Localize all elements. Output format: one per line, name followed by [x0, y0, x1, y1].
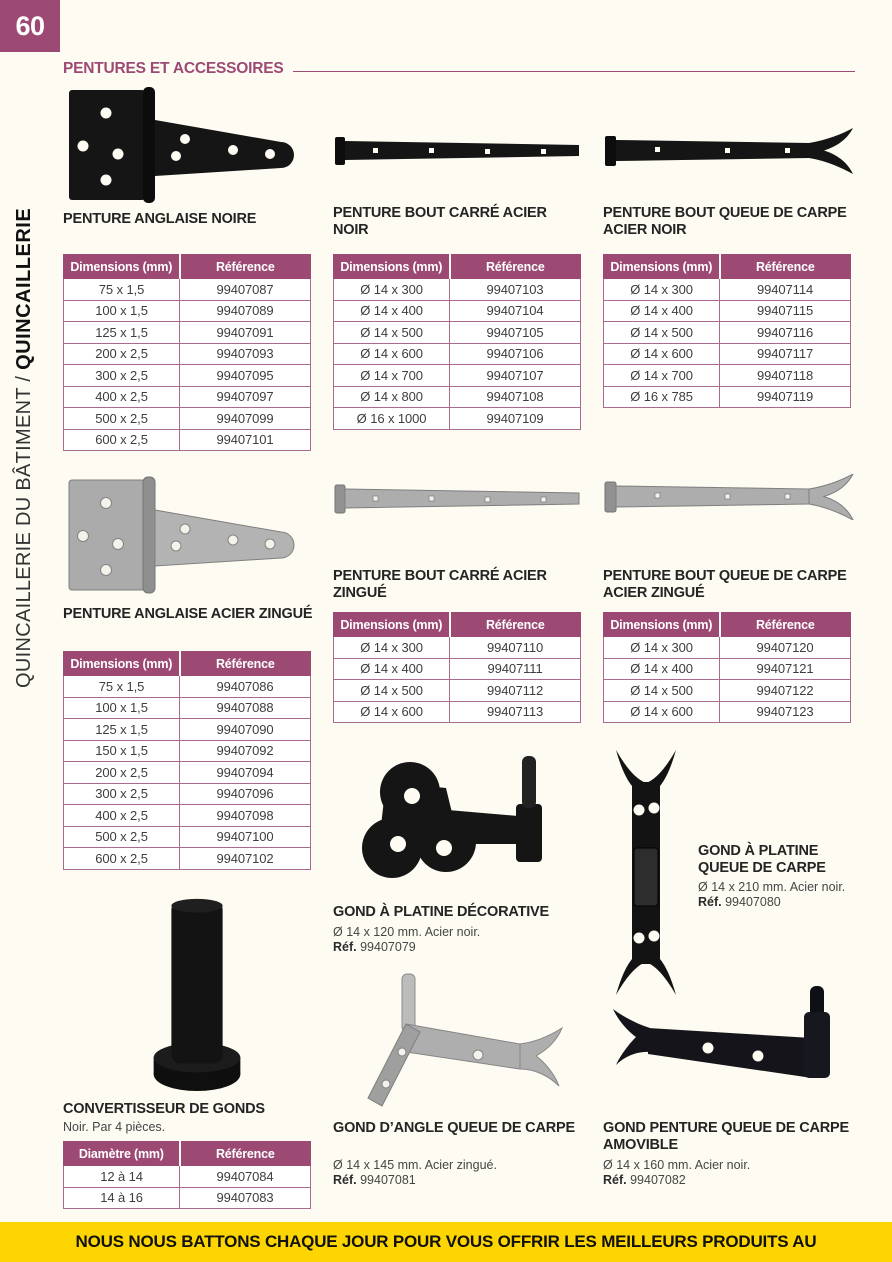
- table-cell: 99407092: [180, 740, 311, 762]
- vertical-fishtail-plate-black-icon: [608, 750, 684, 995]
- penture-anglaise-zingue-image: [63, 468, 315, 604]
- col-reference: Référence: [450, 255, 581, 279]
- product-desc: Ø 14 x 145 mm. Acier zingué.: [333, 1158, 497, 1172]
- col-diameter: Diamètre (mm): [64, 1142, 180, 1166]
- table-cell: Ø 14 x 300: [334, 637, 450, 659]
- table-cell: 75 x 1,5: [64, 676, 180, 698]
- table-cell: 12 à 14: [64, 1166, 180, 1188]
- col-dimensions: Dimensions (mm): [604, 613, 720, 637]
- table-cell: 99407120: [720, 637, 851, 659]
- penture-bout-carre-zingue-image: [333, 481, 581, 517]
- product-table-penture-anglaise-noire: [63, 254, 311, 451]
- table-cell: 99407108: [450, 386, 581, 408]
- penture-anglaise-noire-image: [63, 86, 315, 206]
- col-reference: Référence: [720, 613, 851, 637]
- table-cell: Ø 14 x 400: [604, 658, 720, 680]
- table-cell: Ø 14 x 500: [334, 322, 450, 344]
- table-cell: Ø 14 x 400: [334, 300, 450, 322]
- product-title: PENTURE BOUT CARRÉ ACIER NOIR: [333, 205, 547, 239]
- ref-label: Réf.: [698, 895, 722, 909]
- product-title: CONVERTISSEUR DE GONDS: [63, 1101, 265, 1117]
- table-row: [604, 279, 851, 301]
- product-subtitle: Noir. Par 4 pièces.: [63, 1120, 166, 1134]
- gond-converter-cylinder-icon: [150, 893, 245, 1095]
- ref-value: 99407081: [360, 1173, 416, 1187]
- table-cell: 99407104: [450, 300, 581, 322]
- ref-label: Réf.: [333, 1173, 357, 1187]
- t-hinge-black-icon: [63, 86, 315, 206]
- table-header-row: [334, 255, 581, 279]
- product-table-penture-queue-carpe-noir: [603, 254, 851, 408]
- table-cell: 99407089: [180, 300, 311, 322]
- table-cell: 600 x 2,5: [64, 429, 180, 451]
- table-cell: 99407103: [450, 279, 581, 301]
- table-row: [64, 408, 311, 430]
- col-dimensions: Dimensions (mm): [64, 255, 180, 279]
- removable-gond-black-icon: [610, 980, 850, 1108]
- table-header-row: [604, 255, 851, 279]
- ref-value: 99407080: [725, 895, 781, 909]
- table-header-row: [64, 1142, 311, 1166]
- table-cell: 99407088: [180, 697, 311, 719]
- product-table-penture-queue-carpe-zingue: [603, 612, 851, 723]
- col-dimensions: Dimensions (mm): [64, 652, 180, 676]
- table-cell: 99407083: [180, 1187, 311, 1209]
- section-title: PENTURES ET ACCESSOIRES: [63, 60, 284, 77]
- table-row: [64, 676, 311, 698]
- product-desc: Ø 14 x 120 mm. Acier noir.: [333, 925, 481, 939]
- table-row: [334, 408, 581, 430]
- col-dimensions: Dimensions (mm): [334, 613, 450, 637]
- table-cell: Ø 14 x 500: [334, 680, 450, 702]
- table-row: [334, 658, 581, 680]
- product-title: GOND PENTURE QUEUE DE CARPE AMOVIBLE: [603, 1120, 849, 1154]
- strap-hinge-black-icon: [333, 133, 581, 169]
- col-reference: Référence: [450, 613, 581, 637]
- product-table-convertisseur-gonds: [63, 1141, 311, 1209]
- table-row: [64, 429, 311, 451]
- table-row: [334, 365, 581, 387]
- table-cell: Ø 14 x 600: [334, 343, 450, 365]
- table-cell: 99407118: [720, 365, 851, 387]
- table-row: [604, 637, 851, 659]
- penture-queue-carpe-noir-image: [603, 128, 855, 174]
- sidebar-vertical-text: [13, 208, 36, 688]
- table-row: [64, 719, 311, 741]
- table-cell: 99407113: [450, 701, 581, 723]
- table-row: [604, 680, 851, 702]
- table-cell: 99407102: [180, 848, 311, 870]
- table-row: [604, 300, 851, 322]
- table-row: [64, 740, 311, 762]
- table-cell: 99407114: [720, 279, 851, 301]
- table-cell: Ø 14 x 300: [334, 279, 450, 301]
- product-title: PENTURE BOUT QUEUE DE CARPE ACIER NOIR: [603, 205, 847, 239]
- table-cell: 99407122: [720, 680, 851, 702]
- footer-banner: [0, 1222, 892, 1262]
- table-cell: 99407112: [450, 680, 581, 702]
- product-desc: Ø 14 x 210 mm. Acier noir.: [698, 880, 846, 894]
- table-row: [64, 1166, 311, 1188]
- table-cell: 99407099: [180, 408, 311, 430]
- table-row: [64, 697, 311, 719]
- footer-banner-text: NOUS NOUS BATTONS CHAQUE JOUR POUR VOUS OFFRIR LES MEILLEURS PRODUITS AU: [75, 1232, 817, 1251]
- table-row: [64, 783, 311, 805]
- product-ref: [603, 1173, 855, 1187]
- table-header-row: [334, 613, 581, 637]
- product-title: GOND À PLATINE QUEUE DE CARPE: [698, 843, 826, 877]
- product-desc: Ø 14 x 160 mm. Acier noir.: [603, 1158, 751, 1172]
- table-row: [64, 1187, 311, 1209]
- product-table-penture-anglaise-zingue: [63, 651, 311, 870]
- fishtail-strap-black-icon: [603, 128, 855, 174]
- table-cell: 125 x 1,5: [64, 719, 180, 741]
- table-cell: 99407097: [180, 386, 311, 408]
- col-dimensions: Dimensions (mm): [334, 255, 450, 279]
- table-cell: Ø 14 x 500: [604, 322, 720, 344]
- table-cell: 99407091: [180, 322, 311, 344]
- col-reference: Référence: [180, 1142, 311, 1166]
- product-table-penture-bout-carre-noir: [333, 254, 581, 430]
- table-cell: 100 x 1,5: [64, 300, 180, 322]
- table-cell: 99407100: [180, 826, 311, 848]
- table-cell: 150 x 1,5: [64, 740, 180, 762]
- convertisseur-gonds-image: [150, 893, 245, 1095]
- table-row: [64, 848, 311, 870]
- table-cell: 200 x 2,5: [64, 762, 180, 784]
- table-header-row: [64, 255, 311, 279]
- table-row: [64, 762, 311, 784]
- ref-label: Réf.: [333, 940, 357, 954]
- table-cell: Ø 14 x 600: [604, 701, 720, 723]
- table-cell: Ø 14 x 500: [604, 680, 720, 702]
- product-ref: [333, 940, 585, 954]
- ref-value: 99407082: [630, 1173, 686, 1187]
- table-row: [334, 637, 581, 659]
- product-title: GOND D’ANGLE QUEUE DE CARPE: [333, 1120, 575, 1136]
- table-cell: 14 à 16: [64, 1187, 180, 1209]
- table-row: [334, 680, 581, 702]
- table-row: [604, 701, 851, 723]
- table-cell: Ø 14 x 400: [604, 300, 720, 322]
- table-row: [334, 322, 581, 344]
- table-row: [334, 701, 581, 723]
- table-cell: 99407111: [450, 658, 581, 680]
- penture-bout-carre-noir-image: [333, 133, 581, 169]
- product-ref: [333, 1173, 585, 1187]
- table-cell: 500 x 2,5: [64, 826, 180, 848]
- product-title: PENTURE ANGLAISE ACIER ZINGUÉ: [63, 606, 313, 622]
- table-cell: Ø 14 x 600: [334, 701, 450, 723]
- table-cell: 99407107: [450, 365, 581, 387]
- table-cell: 100 x 1,5: [64, 697, 180, 719]
- table-cell: 300 x 2,5: [64, 783, 180, 805]
- table-cell: Ø 14 x 600: [604, 343, 720, 365]
- table-row: [64, 386, 311, 408]
- table-cell: 99407087: [180, 279, 311, 301]
- table-row: [334, 386, 581, 408]
- table-cell: 99407119: [720, 386, 851, 408]
- table-cell: 125 x 1,5: [64, 322, 180, 344]
- table-cell: 99407086: [180, 676, 311, 698]
- table-cell: Ø 16 x 785: [604, 386, 720, 408]
- product-title: PENTURE BOUT QUEUE DE CARPE ACIER ZINGUÉ: [603, 568, 847, 602]
- ref-label: Réf.: [603, 1173, 627, 1187]
- table-row: [334, 343, 581, 365]
- table-row: [64, 343, 311, 365]
- table-cell: 99407106: [450, 343, 581, 365]
- page-number: 60: [0, 0, 60, 52]
- table-header-row: [64, 652, 311, 676]
- table-cell: 400 x 2,5: [64, 805, 180, 827]
- table-cell: Ø 14 x 700: [334, 365, 450, 387]
- gond-platine-queue-carpe-image: [608, 750, 684, 995]
- section-header: [63, 60, 855, 78]
- table-cell: Ø 14 x 300: [604, 637, 720, 659]
- table-cell: 600 x 2,5: [64, 848, 180, 870]
- table-cell: 75 x 1,5: [64, 279, 180, 301]
- table-cell: 99407110: [450, 637, 581, 659]
- table-cell: Ø 14 x 400: [334, 658, 450, 680]
- decorative-plate-pin-black-icon: [358, 752, 563, 892]
- sidebar-subcategory: QUINCAILLERIE: [13, 207, 35, 370]
- sidebar-separator: /: [13, 369, 35, 388]
- table-cell: 99407095: [180, 365, 311, 387]
- product-title: PENTURE BOUT CARRÉ ACIER ZINGUÉ: [333, 568, 547, 602]
- table-cell: 300 x 2,5: [64, 365, 180, 387]
- table-row: [334, 300, 581, 322]
- product-ref: [698, 895, 858, 909]
- table-cell: 99407094: [180, 762, 311, 784]
- product-title: GOND À PLATINE DÉCORATIVE: [333, 904, 549, 920]
- table-cell: Ø 16 x 1000: [334, 408, 450, 430]
- table-row: [604, 658, 851, 680]
- section-rule: [293, 71, 855, 72]
- sidebar-category: QUINCAILLERIE DU BÂTIMENT: [13, 387, 35, 688]
- table-row: [64, 322, 311, 344]
- table-cell: 99407101: [180, 429, 311, 451]
- gond-platine-decorative-image: [358, 752, 563, 892]
- table-cell: 99407123: [720, 701, 851, 723]
- table-row: [64, 826, 311, 848]
- table-row: [64, 300, 311, 322]
- t-hinge-zinc-icon: [63, 468, 315, 604]
- gond-angle-queue-carpe-image: [340, 972, 570, 1108]
- product-title: PENTURE ANGLAISE NOIRE: [63, 211, 257, 227]
- col-dimensions: Dimensions (mm): [604, 255, 720, 279]
- table-cell: 99407115: [720, 300, 851, 322]
- col-reference: Référence: [180, 652, 311, 676]
- col-reference: Référence: [180, 255, 311, 279]
- table-cell: 99407096: [180, 783, 311, 805]
- table-cell: 99407093: [180, 343, 311, 365]
- table-row: [334, 279, 581, 301]
- product-table-penture-bout-carre-zingue: [333, 612, 581, 723]
- table-cell: 99407098: [180, 805, 311, 827]
- table-cell: 99407117: [720, 343, 851, 365]
- table-cell: 99407121: [720, 658, 851, 680]
- table-row: [64, 279, 311, 301]
- table-row: [64, 805, 311, 827]
- table-cell: 99407105: [450, 322, 581, 344]
- table-cell: Ø 14 x 800: [334, 386, 450, 408]
- table-cell: 99407109: [450, 408, 581, 430]
- table-row: [64, 365, 311, 387]
- table-cell: 99407116: [720, 322, 851, 344]
- penture-queue-carpe-zingue-image: [603, 474, 855, 520]
- table-cell: 99407084: [180, 1166, 311, 1188]
- gond-penture-amovible-image: [610, 980, 850, 1108]
- table-row: [604, 343, 851, 365]
- table-header-row: [604, 613, 851, 637]
- strap-hinge-zinc-icon: [333, 481, 581, 517]
- table-cell: Ø 14 x 700: [604, 365, 720, 387]
- corner-gond-zinc-icon: [340, 972, 570, 1108]
- table-cell: 400 x 2,5: [64, 386, 180, 408]
- col-reference: Référence: [720, 255, 851, 279]
- table-cell: 200 x 2,5: [64, 343, 180, 365]
- fishtail-strap-zinc-icon: [603, 474, 855, 520]
- table-row: [604, 365, 851, 387]
- table-cell: 99407090: [180, 719, 311, 741]
- table-cell: Ø 14 x 300: [604, 279, 720, 301]
- ref-value: 99407079: [360, 940, 416, 954]
- table-cell: 500 x 2,5: [64, 408, 180, 430]
- table-row: [604, 386, 851, 408]
- table-row: [604, 322, 851, 344]
